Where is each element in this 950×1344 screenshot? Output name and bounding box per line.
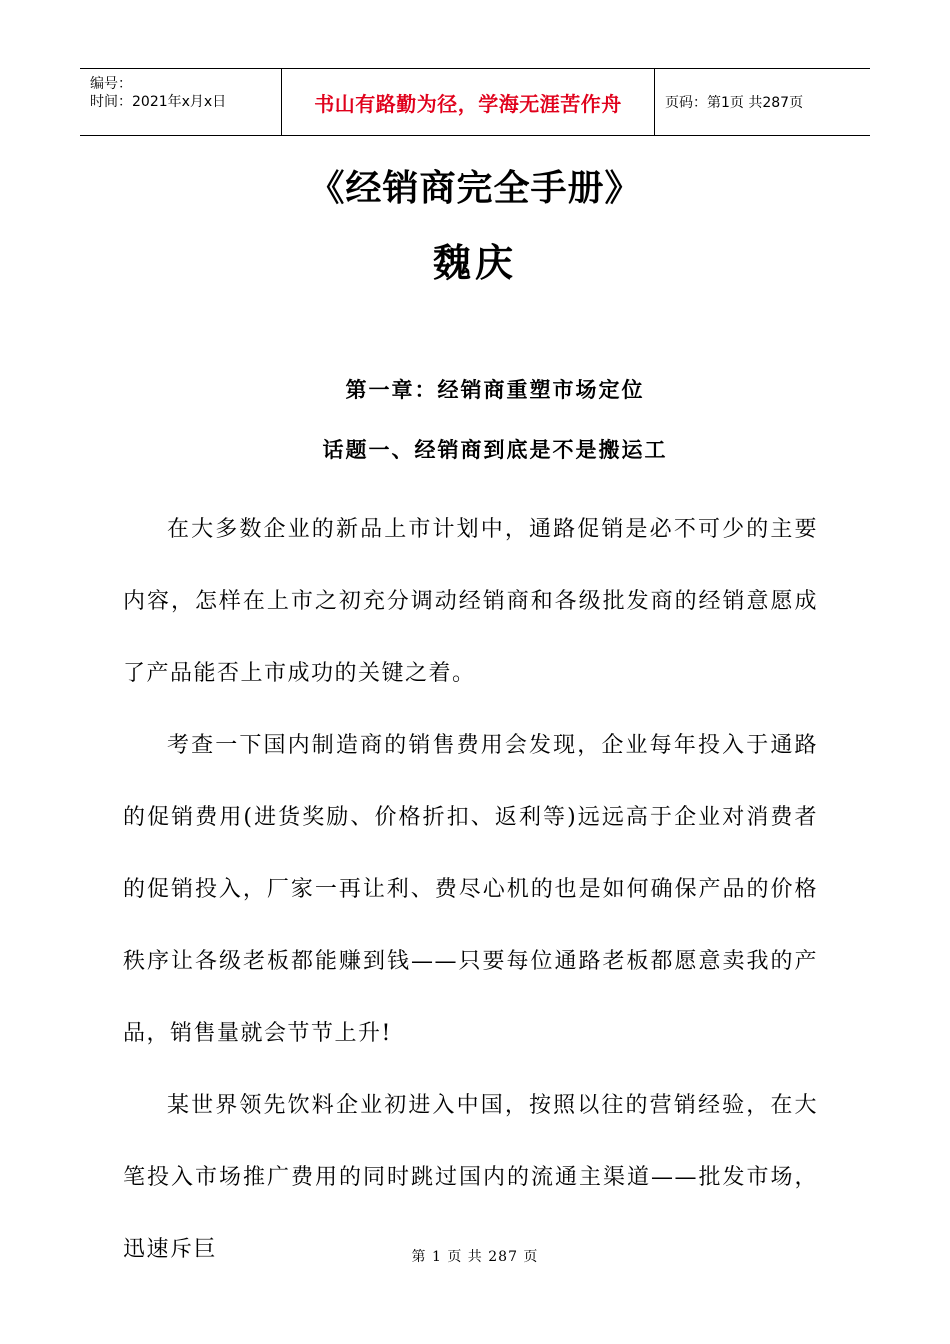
motto-text: 书山有路勤为径，学海无涯苦作舟	[314, 91, 622, 116]
header-motto-cell	[281, 69, 655, 135]
time-label: 时间：2021年x月x日	[90, 94, 227, 110]
author-name: 魏庆	[432, 241, 517, 285]
page-footer: 第 1 页 共 287 页	[411, 1249, 539, 1265]
document-header	[80, 68, 870, 136]
paragraph: 某世界领先饮料企业初进入中国，按照以往的营销经验，在大笔投入市场推广费用的同时跳过国内的流通主渠道——批发市场，迅速斥巨	[123, 1093, 818, 1262]
paragraph: 在大多数企业的新品上市计划中，通路促销是必不可少的主要内容，怎样在上市之初充分调动经销商和各级批发商的经销意愿成了产品能否上市成功的关键之着。	[123, 517, 818, 686]
paragraph: 考查一下国内制造商的销售费用会发现，企业每年投入于通路的促销费用(进货奖励、价格折扣、返利等)远远高于企业对消费者的促销投入，厂家一再让利、费尽心机的也是如何确保产品的价格秩序让各级老板都能赚到钱——只要每位通路老板都愿意卖我的产品，销售量就会节节上升!	[123, 733, 818, 1046]
header-page-cell	[655, 69, 870, 135]
body-text	[123, 494, 818, 1286]
number-label: 编号：	[90, 76, 132, 92]
topic-heading: 话题一、经销商到底是不是搬运工	[322, 438, 668, 462]
document-title: 《经销商完全手册》	[308, 168, 642, 209]
chapter-heading: 第一章：经销商重塑市场定位	[345, 378, 645, 402]
page-info: 页码：第1页 共287页	[665, 95, 804, 111]
header-meta	[80, 69, 281, 135]
